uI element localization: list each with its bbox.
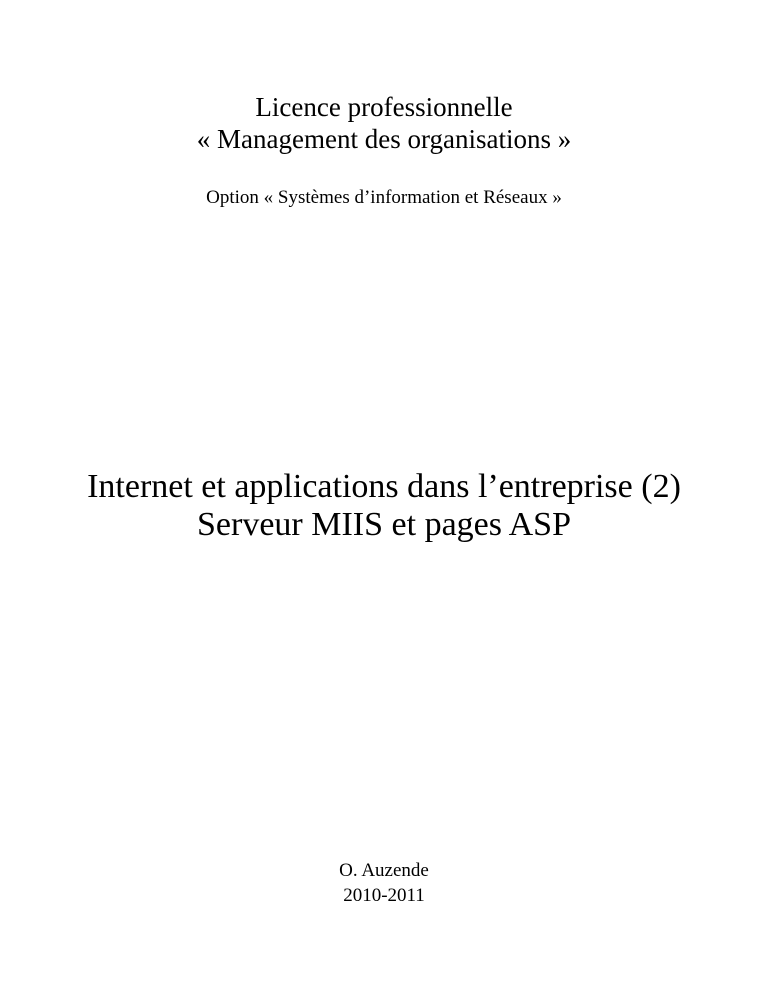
degree-title-line-1: Licence professionnelle [255, 92, 513, 122]
course-title-line-1: Internet et applications dans l’entreprise (2) [87, 468, 681, 505]
option-subtitle: Option « Systèmes d’information et Réseaux » [206, 187, 562, 208]
academic-years: 2010-2011 [343, 885, 425, 906]
degree-title-line-2: « Management des organisations » [196, 124, 572, 154]
course-title-line-2: Serveur MIIS et pages ASP [197, 506, 571, 543]
author-name: O. Auzende [339, 860, 429, 881]
